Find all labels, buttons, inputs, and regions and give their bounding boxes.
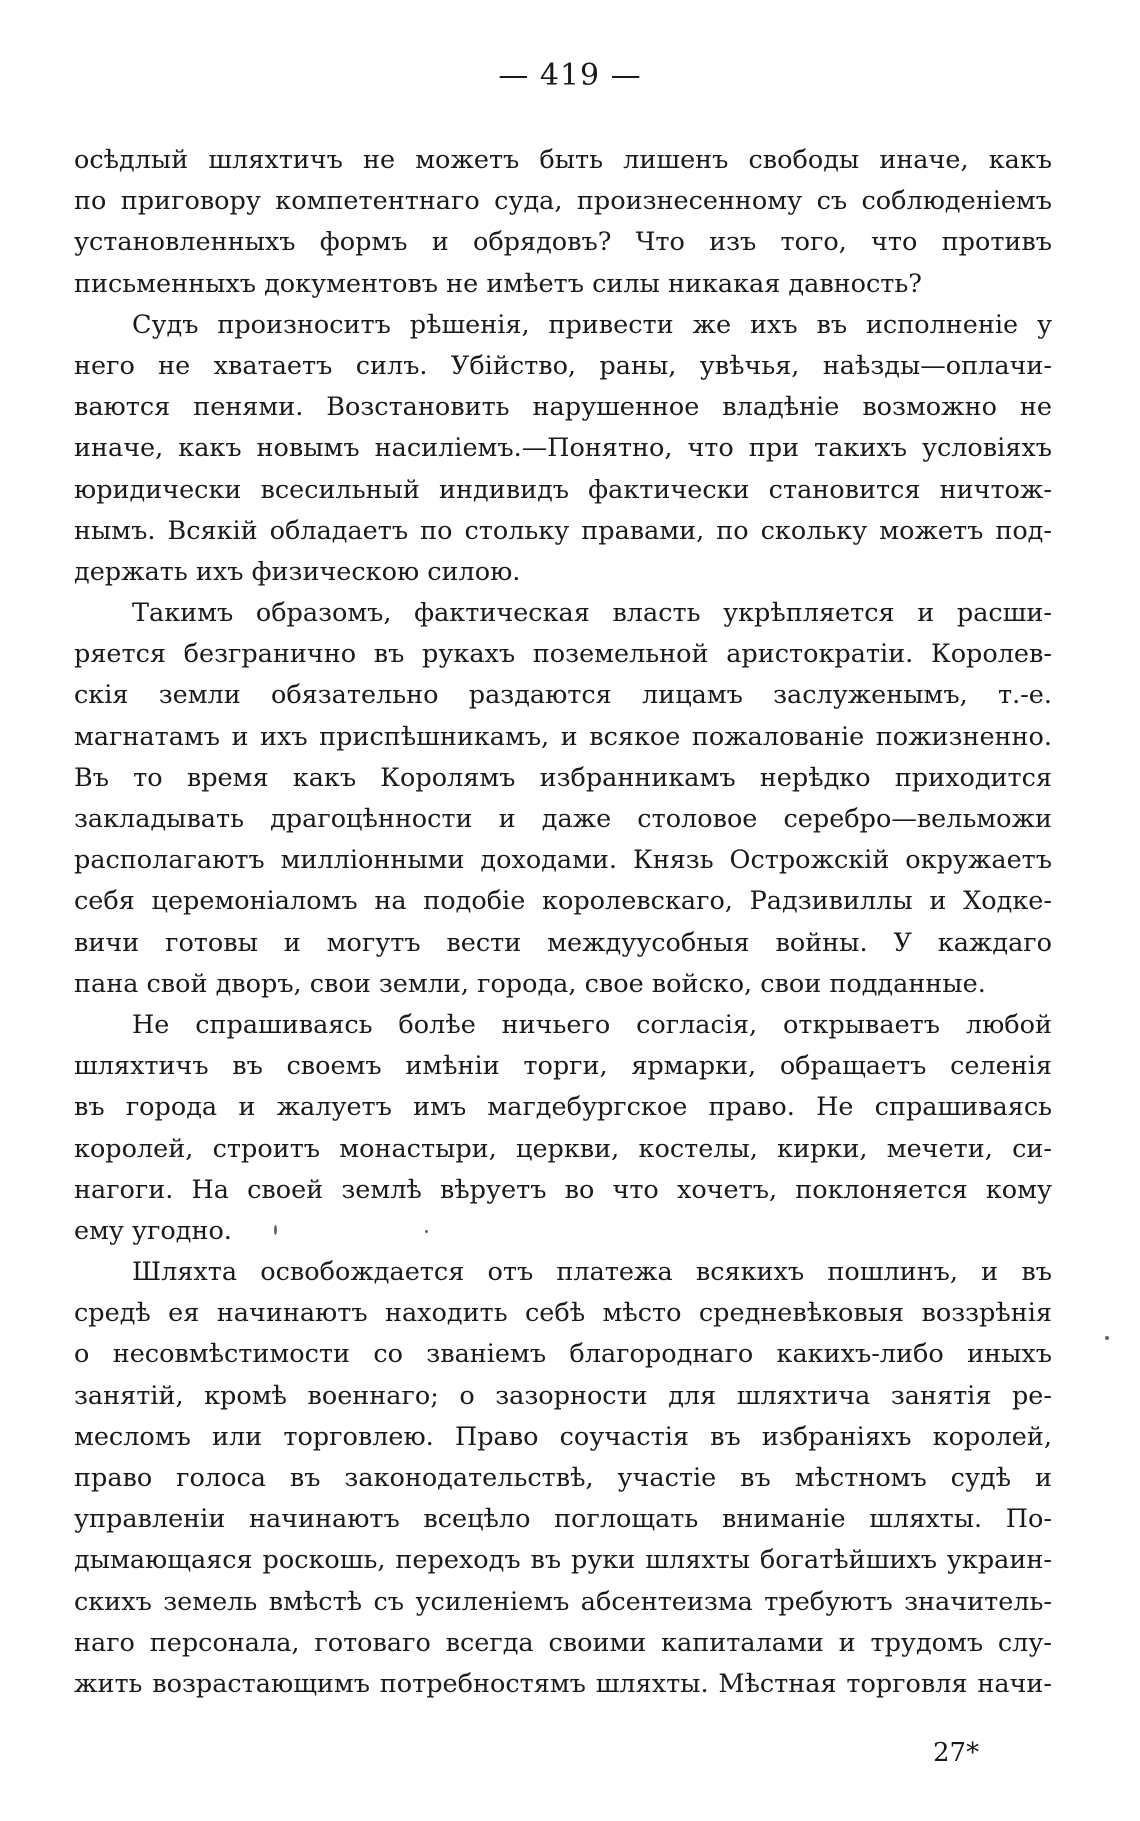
text-line: держать ихъ физическою силою.: [74, 556, 521, 587]
text-line: о несовмѣстимости со званіемъ благороднаго какихъ-либо иныхъ: [74, 1339, 1052, 1370]
text-line: магнатамъ и ихъ приспѣшникамъ, и всякое пожалованіе пожизненно.: [74, 721, 1052, 752]
paragraph: [74, 1252, 1052, 1705]
body-text: [74, 140, 1052, 1705]
text-line: ваются пенями. Возстановить нарушенное владѣніе возможно не: [74, 392, 1052, 423]
text-line: пана свой дворъ, свои земли, города, свое войско, свои подданные.: [74, 968, 986, 999]
text-line: занятій, кромѣ военнаго; о зазорности для шляхтича занятія ре-: [74, 1380, 1052, 1411]
text-line: нагоги. На своей землѣ вѣруетъ во что хочетъ, поклоняется кому: [74, 1174, 1052, 1205]
text-line: скія земли обязательно раздаются лицамъ заслуженымъ, т.-е.: [74, 680, 1052, 711]
text-line: средѣ ея начинаютъ находить себѣ мѣсто средневѣковыя воззрѣнія: [74, 1298, 1052, 1329]
text-line: въ города и жалуетъ имъ магдебургское право. Не спрашиваясь: [74, 1092, 1052, 1123]
text-line: по приговору компетентнаго суда, произнесенному съ соблюденіемъ: [74, 186, 1052, 217]
text-line: наго персонала, готоваго всегда своими капиталами и трудомъ слу-: [74, 1627, 1052, 1658]
text-line: Въ то время какъ Королямъ избранникамъ нерѣдко приходится: [74, 762, 1052, 793]
text-line: письменныхъ документовъ не имѣетъ силы никакая давность?: [74, 268, 922, 299]
ink-speck: [274, 1225, 277, 1235]
text-line: иначе, какъ новымъ насиліемъ.—Понятно, что при такихъ условіяхъ: [74, 433, 1052, 464]
text-line: скихъ земель вмѣстѣ съ усиленіемъ абсентеизма требуютъ значитель-: [74, 1586, 1052, 1617]
text-line: юридически всесильный индивидъ фактически становится ничтож-: [74, 474, 1052, 505]
text-line: него не хватаетъ силъ. Убійство, раны, увѣчья, наѣзды—оплачи-: [74, 350, 1052, 381]
text-line: установленныхъ формъ и обрядовъ? Что изъ того, что противъ: [74, 227, 1052, 258]
text-line: ему угодно.: [74, 1215, 232, 1246]
text-line: нымъ. Всякій обладаетъ по стольку правами, по скольку можетъ под-: [74, 515, 1052, 546]
signature-mark: 27*: [933, 1738, 980, 1768]
text-line: управленіи начинаютъ всецѣло поглощать вниманіе шляхты. По-: [74, 1504, 1052, 1535]
text-line: Не спрашиваясь болѣе ничьего согласія, открываетъ любой: [132, 1009, 1052, 1040]
text-line: вичи готовы и могутъ вести междуусобныя войны. У каждаго: [74, 927, 1052, 958]
text-line: Шляхта освобождается отъ платежа всякихъ пошлинъ, и въ: [132, 1257, 1052, 1288]
text-line: жить возрастающимъ потребностямъ шляхты. Мѣстная торговля начи-: [74, 1668, 1052, 1699]
text-line: месломъ или торговлею. Право соучастія въ избраніяхъ королей,: [74, 1421, 1052, 1452]
paragraph: [74, 140, 1052, 305]
text-line: располагаютъ милліонными доходами. Князь Острожскій окружаетъ: [74, 845, 1052, 876]
ink-speck: [425, 1230, 428, 1233]
text-line: королей, строитъ монастыри, церкви, костелы, кирки, мечети, си-: [74, 1133, 1052, 1164]
text-line: шляхтичъ въ своемъ имѣніи торги, ярмарки, обращаетъ селенія: [74, 1051, 1052, 1082]
text-line: право голоса въ законодательствѣ, участіе въ мѣстномъ судѣ и: [74, 1463, 1052, 1493]
text-line: Такимъ образомъ, фактическая власть укрѣпляется и расши-: [132, 598, 1052, 629]
text-line: Судъ произноситъ рѣшенія, привести же ихъ въ исполненіе у: [132, 309, 1052, 340]
text-line: осѣдлый шляхтичъ не можетъ быть лишенъ свободы иначе, какъ: [74, 145, 1052, 175]
text-line: ряется безгранично въ рукахъ поземельной аристократіи. Королев-: [74, 639, 1052, 670]
ink-speck: [1105, 1336, 1109, 1340]
page-number: — 419 —: [498, 58, 642, 93]
paragraph: [74, 305, 1052, 593]
text-line: дымающаяся роскошь, переходъ въ руки шляхты богатѣйшихъ украин-: [74, 1545, 1052, 1576]
paragraph: [74, 1005, 1052, 1252]
text-line: себя церемоніаломъ на подобіе королевскаго, Радзивиллы и Ходке-: [74, 886, 1052, 917]
paragraph: [74, 593, 1052, 1005]
text-line: закладывать драгоцѣнности и даже столовое серебро—вельможи: [74, 804, 1052, 834]
